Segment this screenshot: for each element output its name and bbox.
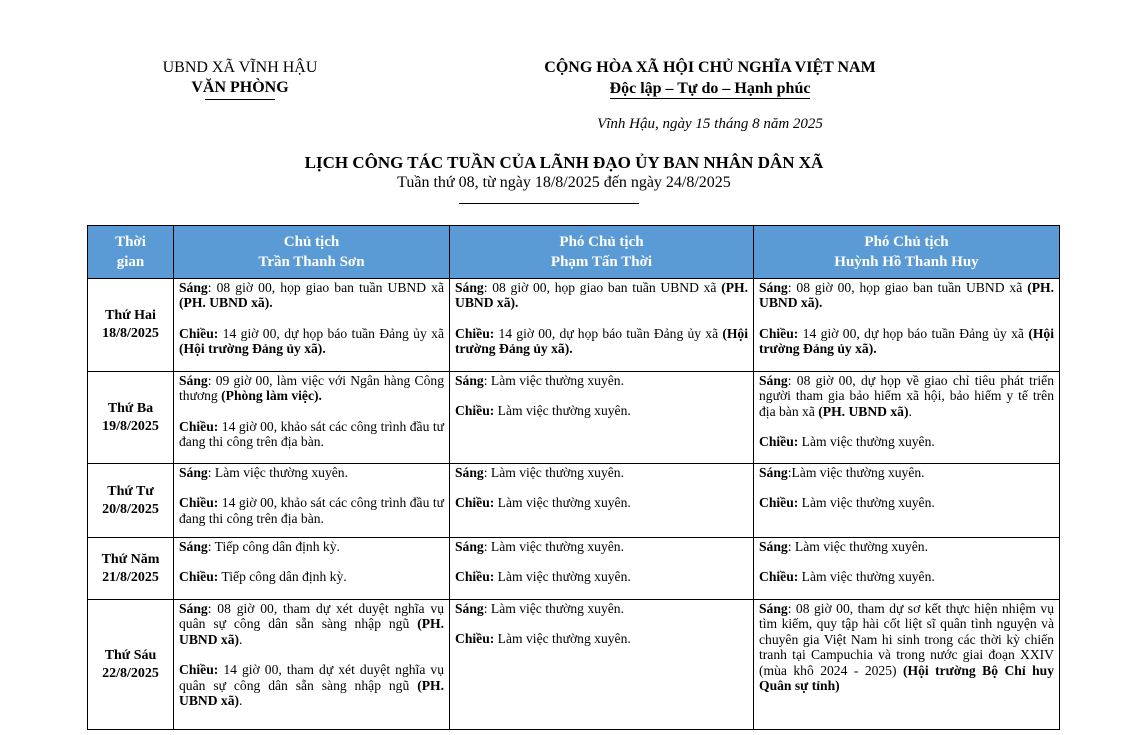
day-cell: Thứ Tư 20/8/2025 [88,464,174,538]
schedule-cell: Sáng: 08 giờ 00, tham dự xét duyệt nghĩa vụ quân sự công dân sẵn sàng nhập ngũ (PH. UBND xã). Chiều: 14 giờ 00, tham dự xét duyệt nghĩa vụ quân sự công dân sẵn sàng nhập ngũ (PH. UBND xã). [174,600,450,730]
schedule-cell: Sáng: 08 giờ 00, tham dự sơ kết thực hiện nhiệm vụ tìm kiếm, quy tập hài cốt liệt sĩ quân tình nguyện và chuyên gia Việt Nam hi sinh trong các thời kỳ chiến tranh tại Campuchia và trong nước giai đoạn XXIV (mùa khô 2024 - 2025) (Hội trường Bộ Chỉ huy Quân sự tỉnh) [754,600,1060,730]
header-vice-chairman-2: Phó Chủ tịch Huỳnh Hồ Thanh Huy [754,226,1060,279]
header-chairman: Chủ tịch Trần Thanh Sơn [174,226,450,279]
org-office: VĂN PHÒNG [191,79,289,96]
schedule-cell: Sáng: Làm việc thường xuyên. Chiều: 14 giờ 00, khảo sát các công trình đầu tư đang thi công trên địa bàn. [174,464,450,538]
org-underline [205,99,275,100]
national-motto [470,79,950,98]
schedule-cell: Sáng: Làm việc thường xuyên. Chiều: Làm việc thường xuyên. [450,464,754,538]
header-time: Thời gian [88,226,174,279]
motto-text: Độc lập – Tự do – Hạnh phúc [609,80,811,97]
document-title: LỊCH CÔNG TÁC TUẦN CỦA LÃNH ĐẠO ỦY BAN NHÂN DÂN XÃ [304,153,824,172]
schedule-cell: Sáng: 09 giờ 00, làm việc với Ngân hàng Công thương (Phòng làm việc). Chiều: 14 giờ 00, khảo sát các công trình đầu tư đang thi công trên địa bàn. [174,372,450,464]
table-row [88,538,1060,600]
table-header-row [88,226,1060,279]
date-line: Vĩnh Hậu, ngày 15 tháng 8 năm 2025 [597,116,823,132]
nation-name: CỘNG HÒA XÃ HỘI CHỦ NGHĨA VIỆT NAM [544,59,876,76]
schedule-cell: Sáng: Làm việc thường xuyên. Chiều: Làm việc thường xuyên. [754,538,1060,600]
schedule-cell: Sáng: Làm việc thường xuyên. Chiều: Làm việc thường xuyên. [450,600,754,730]
table-row [88,464,1060,538]
table-row [88,600,1060,730]
header-vice-chairman-1: Phó Chủ tịch Phạm Tấn Thời [450,226,754,279]
schedule-cell: Sáng: 08 giờ 00, họp giao ban tuần UBND xã (PH. UBND xã). Chiều: 14 giờ 00, dự họp báo tuần Đảng ủy xã (Hội trường Đảng ủy xã). [754,279,1060,372]
schedule-cell: Sáng: 08 giờ 00, họp giao ban tuần UBND xã (PH. UBND xã). Chiều: 14 giờ 00, dự họp báo tuần Đảng ủy xã (Hội trường Đảng ủy xã). [450,279,754,372]
schedule-cell: Sáng:Làm việc thường xuyên. Chiều: Làm việc thường xuyên. [754,464,1060,538]
day-cell: Thứ Sáu 22/8/2025 [88,600,174,730]
day-cell: Thứ Hai 18/8/2025 [88,279,174,372]
day-cell: Thứ Năm 21/8/2025 [88,538,174,600]
schedule-cell: Sáng: 08 giờ 00, họp giao ban tuần UBND xã (PH. UBND xã). Chiều: 14 giờ 00, dự họp báo tuần Đảng ủy xã (Hội trường Đảng ủy xã). [174,279,450,372]
subtitle-underline [459,203,639,204]
table-row [88,372,1060,464]
org-name: UBND XÃ VĨNH HẬU [162,59,318,76]
document-subtitle: Tuần thứ 08, từ ngày 18/8/2025 đến ngày 24/8/2025 [397,174,731,191]
schedule-cell: Sáng: 08 giờ 00, dự họp về giao chỉ tiêu phát triển người tham gia bảo hiểm xã hội, bảo hiểm y tế trên địa bàn xã (PH. UBND xã). Chiều: Làm việc thường xuyên. [754,372,1060,464]
schedule-table [87,225,1060,730]
table-row [88,279,1060,372]
schedule-cell: Sáng: Làm việc thường xuyên. Chiều: Làm việc thường xuyên. [450,372,754,464]
schedule-cell: Sáng: Tiếp công dân định kỳ. Chiều: Tiếp công dân định kỳ. [174,538,450,600]
day-cell: Thứ Ba 19/8/2025 [88,372,174,464]
schedule-cell: Sáng: Làm việc thường xuyên. Chiều: Làm việc thường xuyên. [450,538,754,600]
